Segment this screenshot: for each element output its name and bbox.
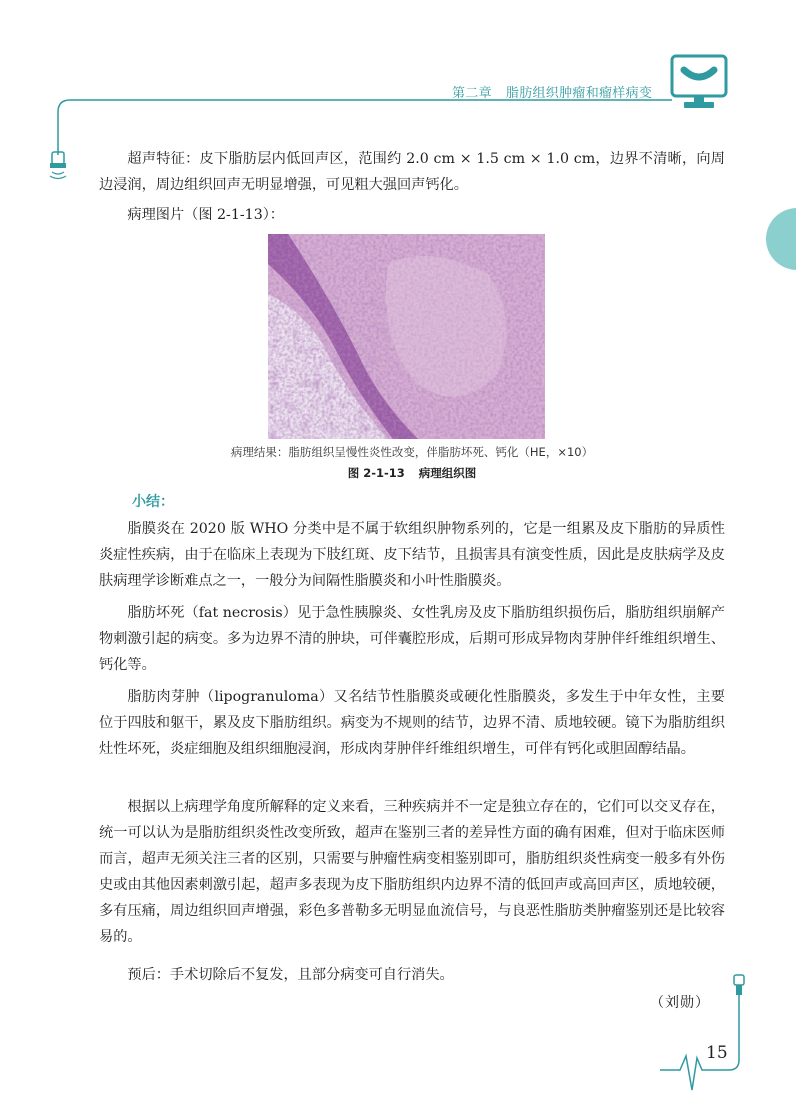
figure-title: 病理组织图: [418, 466, 477, 480]
summary-paragraph-1: 脂膜炎在 2020 版 WHO 分类中是不属于软组织肿物系列的，它是一组累及皮下脂肪的异质性炎症性疾病，由于在临床上表现为下肢红斑、皮下结节，且损害具有演变性质，因此是皮肤病学及皮肤病理学诊断难点之一，一般分为间隔性脂膜炎和小叶性脂膜炎。: [99, 521, 725, 589]
summary-heading: 小结：: [132, 494, 174, 510]
probe-icon-left: [50, 152, 66, 179]
chapter-title: 脂肪组织肿瘤和瘤样病变: [505, 86, 653, 101]
figure-description: 病理结果：脂肪组织呈慢性炎性改变，伴脂肪坏死、钙化（HE，×10）: [230, 445, 594, 459]
page-number: 15: [706, 1043, 728, 1063]
chapter-number: 第二章: [452, 86, 492, 101]
chapter-side-tab: [766, 208, 796, 270]
figure-number: 图 2-1-13: [347, 466, 405, 480]
author-credit: （刘勋）: [650, 995, 710, 1011]
ultrasound-paragraph: 超声特征：皮下脂肪层内低回声区，范围约 2.0 cm × 1.5 cm × 1.0 cm，边界不清晰，向周边浸润，周边组织回声无明显增强，可见粗大强回声钙化。: [99, 151, 725, 193]
summary-paragraph-4: 根据以上病理学角度所解释的定义来看，三种疾病并不一定是独立存在的，它们可以交叉存在，统一可以认为是脂肪组织炎性改变所致，超声在鉴别三者的差异性方面的确有困难，但对于临床医师而言，超声无须关注三者的区别，只需要与肿瘤性病变相鉴别即可，脂肪组织炎性病变一般多有外伤史或由其他因素刺激引起，超声多表现为皮下脂肪组织内边界不清的低回声或高回声区，质地较硬，多有压痛，周边组织回声增强，彩色多普勒多无明显血流信号，与良恶性脂肪类肿瘤鉴别还是比较容易的。: [99, 799, 725, 945]
summary-paragraph-2: 脂肪坏死（fat necrosis）见于急性胰腺炎、女性乳房及皮下脂肪组织损伤后，脂肪组织崩解产物刺激引起的病变。多为边界不清的肿块，可伴囊腔形成，后期可形成异物肉芽肿伴纤维组织增生、钙化等。: [99, 605, 725, 673]
probe-icon-right: [734, 975, 744, 995]
prognosis-paragraph: 预后：手术切除后不复发，且部分病变可自行消失。: [127, 967, 454, 983]
pathology-intro: 病理图片（图 2-1-13）：: [127, 207, 284, 223]
figure-caption: [99, 465, 725, 481]
running-header: [452, 82, 652, 101]
summary-paragraph-3: 脂肪肉芽肿（lipogranuloma）又名结节性脂膜炎或硬化性脂膜炎，多发生于中年女性，主要位于四肢和躯干，累及皮下脂肪组织。病变为不规则的结节，边界不清、质地较硬。镜下为脂肪组织灶性坏死，炎症细胞及组织细胞浸润，形成肉芽肿伴纤维组织增生，可伴有钙化或胆固醇结晶。: [99, 689, 725, 757]
monitor-icon: [672, 56, 726, 108]
pathology-image: [268, 234, 545, 439]
